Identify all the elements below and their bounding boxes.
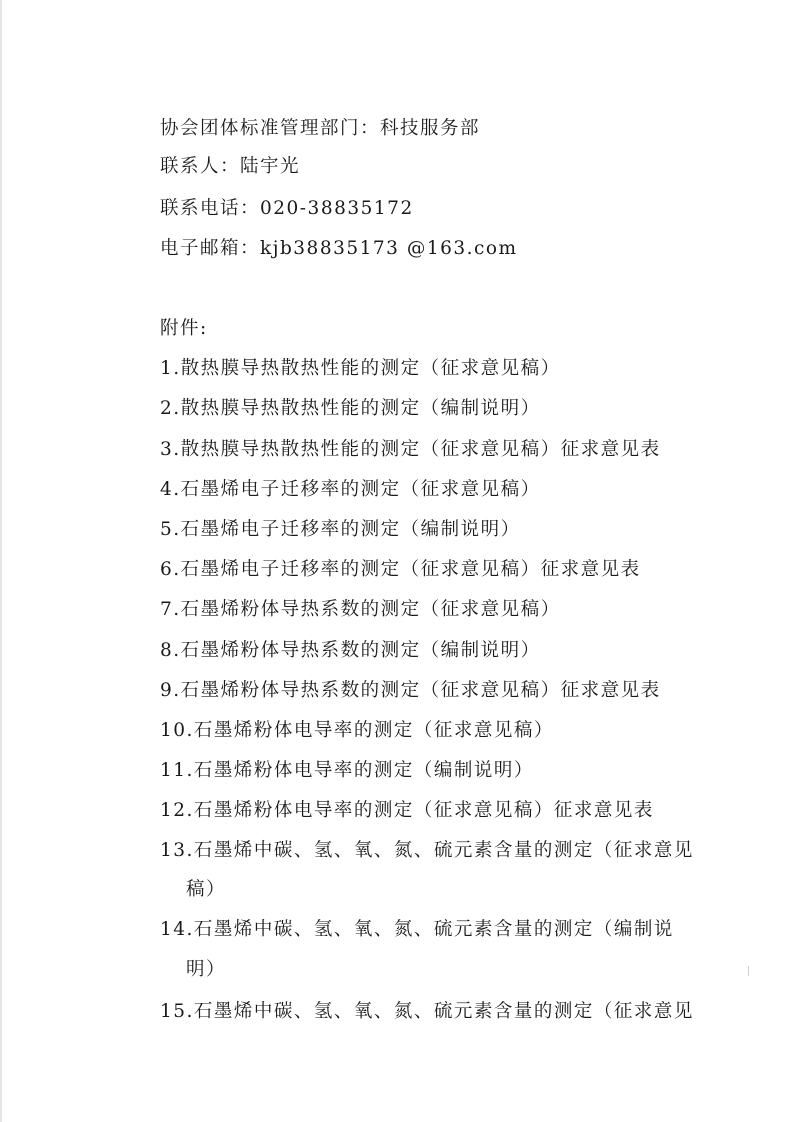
attachment-item: 11.石墨烯粉体电导率的测定（编制说明） [160, 760, 534, 781]
attachment-item: 6.石墨烯电子迁移率的测定（征求意见稿）征求意见表 [160, 559, 641, 580]
attachment-item: 8.石墨烯粉体导热系数的测定（编制说明） [160, 640, 541, 661]
attachment-item: 5.石墨烯电子迁移率的测定（编制说明） [160, 519, 521, 540]
attachments-heading: 附件: [160, 318, 208, 339]
attachment-item: 12.石墨烯粉体电导率的测定（征求意见稿）征求意见表 [160, 800, 654, 821]
attachment-item: 14.石墨烯中碳、氢、氧、氮、硫元素含量的测定（编制说 [160, 919, 674, 940]
attachment-item: 13.石墨烯中碳、氢、氧、氮、硫元素含量的测定（征求意见 [160, 840, 694, 861]
attachment-item: 1.散热膜导热散热性能的测定（征求意见稿） [160, 358, 561, 379]
attachment-item-continued: 明） [186, 959, 227, 980]
scan-edge [0, 0, 2, 1122]
attachment-item-continued: 稿） [186, 879, 227, 900]
attachment-item: 9.石墨烯粉体导热系数的测定（征求意见稿）征求意见表 [160, 680, 661, 701]
attachment-item: 15.石墨烯中碳、氢、氧、氮、硫元素含量的测定（征求意见 [160, 1001, 694, 1022]
attachment-item: 7.石墨烯粉体导热系数的测定（征求意见稿） [160, 599, 561, 620]
contact-phone: 联系电话：020-38835172 [160, 198, 414, 219]
contact-email: 电子邮箱：kjb38835173 @163.com [160, 238, 518, 259]
scan-speck [748, 966, 749, 976]
contact-person: 联系人：陆宇光 [160, 156, 301, 177]
attachment-item: 10.石墨烯粉体电导率的测定（征求意见稿） [160, 720, 554, 741]
attachment-item: 2.散热膜导热散热性能的测定（编制说明） [160, 398, 541, 419]
attachment-item: 3.散热膜导热散热性能的测定（征求意见稿）征求意见表 [160, 439, 661, 460]
contact-department: 协会团体标准管理部门：科技服务部 [160, 118, 481, 139]
attachment-item: 4.石墨烯电子迁移率的测定（征求意见稿） [160, 479, 541, 500]
